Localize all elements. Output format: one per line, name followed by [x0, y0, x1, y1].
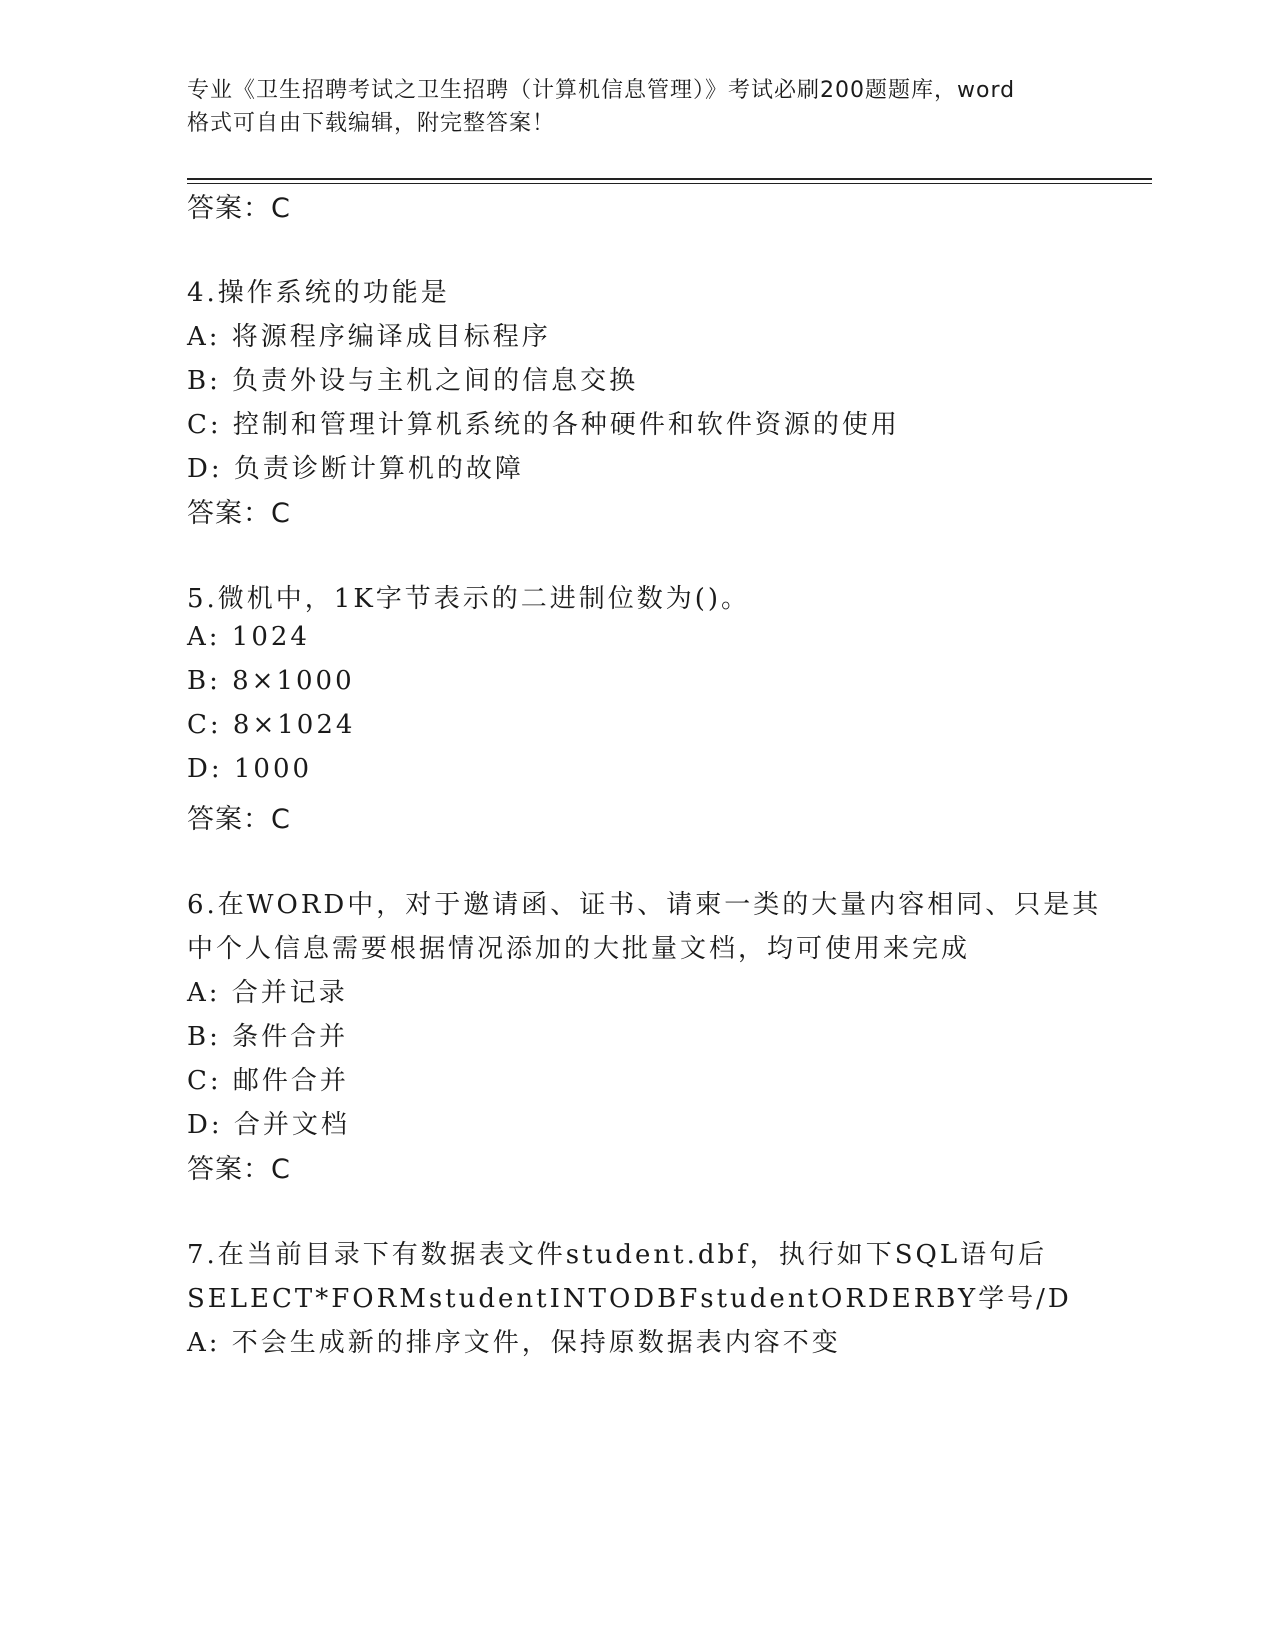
- question-7-stem-line-2: SELECT*FORMstudentINTODBFstudentORDERBY学号/D: [187, 1284, 1072, 1314]
- question-6-option-a: A: 合并记录: [187, 978, 348, 1008]
- question-5-stem: 5.微机中，1K字节表示的二进制位数为()。: [187, 584, 751, 614]
- question-7-option-a: A: 不会生成新的排序文件，保持原数据表内容不变: [187, 1328, 841, 1358]
- question-4-option-d: D: 负责诊断计算机的故障: [187, 454, 524, 484]
- header-divider-thick: [187, 178, 1152, 180]
- question-6-option-b: B: 条件合并: [187, 1022, 349, 1052]
- question-4-option-a: A: 将源程序编译成目标程序: [187, 322, 551, 352]
- question-6-option-d: D: 合并文档: [187, 1110, 350, 1140]
- question-6-stem-line-2: 中个人信息需要根据情况添加的大批量文档，均可使用来完成: [187, 934, 971, 964]
- question-6-option-c: C: 邮件合并: [187, 1066, 349, 1096]
- question-5-option-b: B: 8×1000: [187, 666, 355, 696]
- question-4-option-c: C: 控制和管理计算机系统的各种硬件和软件资源的使用: [187, 410, 900, 440]
- document-header: [187, 74, 1087, 140]
- question-4-stem: 4.操作系统的功能是: [187, 278, 450, 308]
- question-5-option-d: D: 1000: [187, 754, 313, 784]
- header-line-2: 格式可自由下载编辑，附完整答案！: [187, 111, 556, 136]
- question-6-answer: 答案：C: [187, 1154, 291, 1185]
- question-5-option-c: C: 8×1024: [187, 710, 356, 740]
- answer-previous: 答案：C: [187, 193, 291, 224]
- question-5-option-a: A: 1024: [187, 622, 310, 652]
- question-6-stem-line-1: 6.在WORD中，对于邀请函、证书、请柬一类的大量内容相同、只是其: [187, 890, 1102, 920]
- header-divider-thin: [187, 183, 1152, 184]
- header-line-1: 专业《卫生招聘考试之卫生招聘（计算机信息管理）》考试必刷200题题库，word: [187, 78, 1016, 103]
- question-4-option-b: B: 负责外设与主机之间的信息交换: [187, 366, 639, 396]
- question-4-answer: 答案：C: [187, 498, 291, 529]
- question-5-answer: 答案：C: [187, 804, 291, 835]
- question-7-stem-line-1: 7.在当前目录下有数据表文件student.dbf，执行如下SQL语句后: [187, 1240, 1048, 1270]
